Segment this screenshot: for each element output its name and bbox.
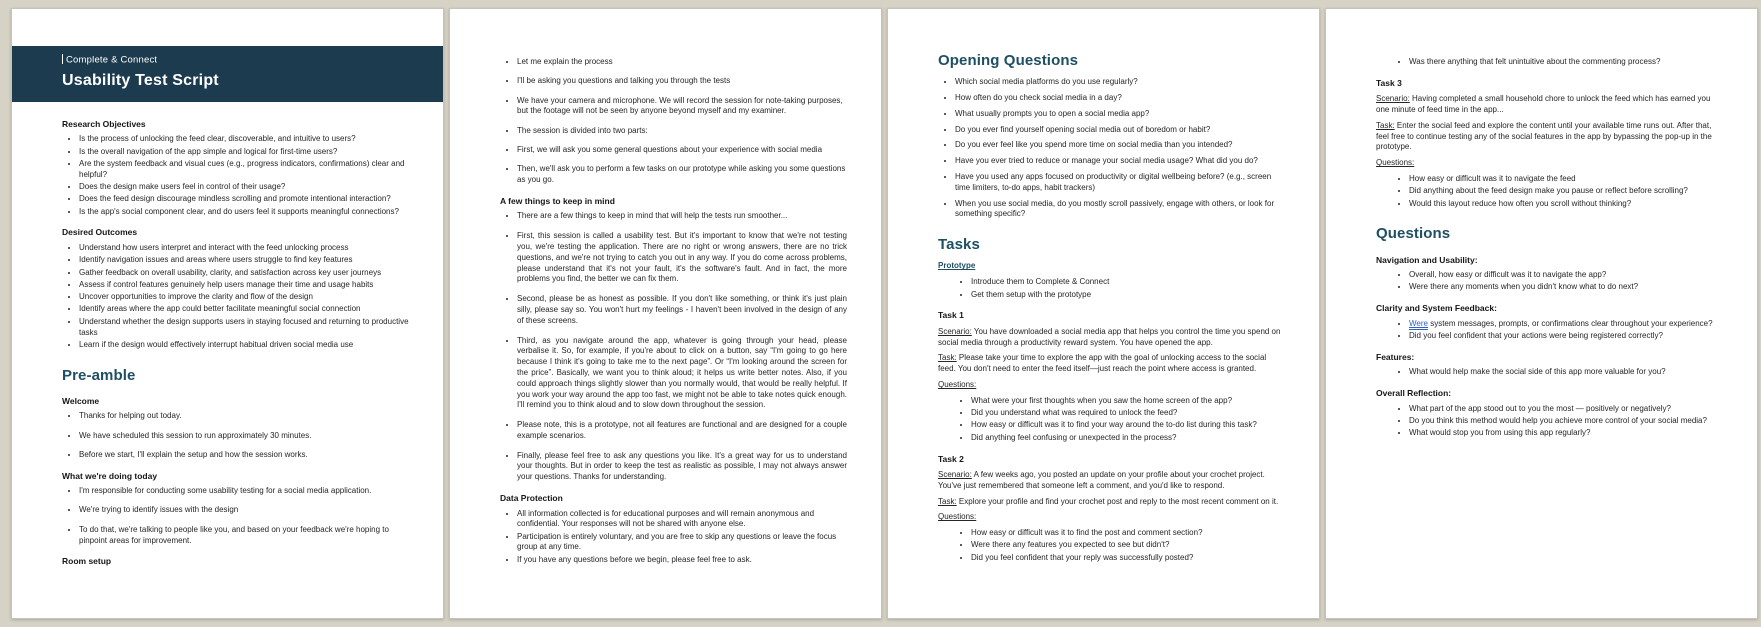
list-item: • Which social media platforms do you use regularly?	[955, 77, 1285, 88]
labeled-paragraph	[938, 380, 1285, 391]
sub-heading: Task 2	[938, 453, 964, 464]
document-title: Usability Test Script	[62, 72, 219, 90]
list-item: • Then, we'll ask you to perform a few tasks on our prototype while asking you some questions as you go.	[517, 164, 847, 186]
list-item: • Introduce them to Complete & Connect	[971, 277, 1285, 288]
list-item: • How often do you check social media in a day?	[955, 93, 1285, 104]
list-item: • Is the app's social component clear, and do users feel it supports meaningful connections?	[79, 207, 409, 218]
bullet-list	[500, 509, 847, 566]
list-item: • How easy or difficult was it to navigate the feed	[1409, 174, 1723, 185]
list-item: • We have scheduled this session to run approximately 30 minutes.	[79, 431, 409, 442]
list-item: • Were there any features you expected to see but didn't?	[971, 540, 1285, 551]
list-item: • Uncover opportunities to improve the clarity and flow of the design	[79, 292, 409, 303]
list-item: • Third, as you navigate around the app, whatever is going through your head, please verbalise it. So, for example, if you're about to click on a button, say “I'm going to go here because I think it's going to take me to the next page”. Or “I'm looking around the screen for the price”. Basically, we want you to think aloud; it helps us write better notes. Also, if you could approach things slightly slower than you normally would, that would be really helpful. If you work your way around the app too fast, we might not be able to take notes quick enough. I'll remind you to think aloud and to slow down throughout the session.	[517, 336, 847, 412]
paragraph-text: A few weeks ago, you posted an update on your profile about your crochet project. You've just remembered that someone left a comment, and you'd like to respond.	[938, 469, 1265, 490]
list-item: • What usually prompts you to open a social media app?	[955, 109, 1285, 120]
list-item: • Was there anything that felt unintuitive about the commenting process?	[1409, 57, 1723, 68]
paragraph-text: Explore your profile and find your crochet post and reply to the most recent comment on it.	[956, 496, 1279, 506]
bullet-list	[938, 277, 1285, 300]
list-item: • All information collected is for educational purposes and will remain anonymous and confidential. Your responses will not be shared with anyone else.	[517, 509, 847, 531]
list-item: • Let me explain the process	[517, 57, 847, 68]
paragraph-label: Scenario:	[938, 326, 972, 336]
list-item: • When you use social media, do you mostly scroll passively, engage with others, or look for something specific?	[955, 199, 1285, 221]
list-item: • Are the system feedback and visual cues (e.g., progress indicators, confirmations) clear and helpful?	[79, 159, 409, 181]
list-item: • The session is divided into two parts:	[517, 126, 847, 137]
sub-heading: Welcome	[62, 395, 100, 406]
list-item: • Would this layout reduce how often you scroll without thinking?	[1409, 199, 1723, 210]
labeled-paragraph	[1376, 121, 1723, 153]
list-item: • Thanks for helping out today.	[79, 411, 409, 422]
sub-heading: Data Protection	[500, 493, 563, 504]
list-item: • Have you used any apps focused on productivity or digital wellbeing before? (e.g., screen time limiters, to-do apps, habit trackers)	[955, 172, 1285, 194]
list-item: • Is the overall navigation of the app simple and logical for first-time users?	[79, 147, 409, 158]
labeled-paragraph	[938, 497, 1285, 508]
list-item: • Does the feed design discourage mindless scrolling and promote intentional interaction?	[79, 194, 409, 205]
list-item	[1409, 319, 1723, 330]
list-item: • Identify areas where the app could better facilitate meaningful social connection	[79, 304, 409, 315]
list-item: • Please note, this is a prototype, not all features are functional and are designed for a couple example scenarios.	[517, 420, 847, 442]
list-item: • Understand whether the design supports users in staying focused and returning to productive tasks	[79, 317, 409, 339]
list-item: • Did you feel confident that your actions were being registered correctly?	[1409, 331, 1723, 342]
sub-heading: Overall Reflection:	[1376, 388, 1452, 399]
labeled-paragraph	[1376, 158, 1723, 169]
list-item: • Have you ever tried to reduce or manage your social media usage? What did you do?	[955, 156, 1285, 167]
paragraph-text: Please take your time to explore the app with the goal of unlocking access to the social feed. You don't need to enter the feed itself—just reach the point where access is granted.	[938, 353, 1267, 374]
sub-heading: What we're doing today	[62, 470, 158, 481]
list-item: • To do that, we're talking to people like you, and based on your feedback we're hoping to pinpoint areas for improvement.	[79, 525, 409, 547]
list-item: • Finally, please feel free to ask any questions you like. It's a great way for us to understand your thoughts. But in order to keep the test as realistic as possible, I may not always answer your questions. Thanks for understanding.	[517, 451, 847, 483]
list-item: • Second, please be as honest as possible. If you don't like something, or think it's just plain silly, please say so. You won't hurt my feelings - I haven't been involved in the design of any of these screens.	[517, 294, 847, 326]
list-item: • Did you understand what was required to unlock the feed?	[971, 408, 1285, 419]
list-item: • Did anything feel confusing or unexpected in the process?	[971, 433, 1285, 444]
paragraph-label: Scenario:	[1376, 94, 1410, 104]
bullet-list	[62, 243, 409, 351]
document-subtitle-line	[62, 54, 409, 67]
document-page-2	[449, 8, 882, 619]
bullet-list	[938, 77, 1285, 220]
bullet-list	[1376, 174, 1723, 209]
document-page-3	[887, 8, 1320, 619]
list-item: • How easy or difficult was it to find your way around the to-do list during this task?	[971, 420, 1285, 431]
list-item: • What part of the app stood out to you the most — positively or negatively?	[1409, 404, 1723, 415]
paragraph-label: Scenario:	[938, 469, 972, 479]
document-subtitle: Complete & Connect	[66, 54, 158, 66]
text-cursor	[62, 54, 63, 64]
list-item: • Does the design make users feel in control of their usage?	[79, 182, 409, 193]
list-item: • We're trying to identify issues with the design	[79, 505, 409, 516]
bullet-list	[62, 411, 409, 460]
paragraph-label: Questions:	[938, 512, 977, 522]
list-item: • There are a few things to keep in mind that will help the tests run smoother...	[517, 211, 847, 222]
list-item: • Identify navigation issues and areas where users struggle to find key features	[79, 255, 409, 266]
list-item: • Participation is entirely voluntary, and you are free to skip any questions or leave the focus group at any time.	[517, 532, 847, 554]
bullet-list	[500, 211, 847, 483]
list-item: • If you have any questions before we begin, please feel free to ask.	[517, 555, 847, 566]
paragraph-label: Task:	[1376, 120, 1395, 130]
sub-heading: Room setup	[62, 556, 112, 567]
list-item: • Learn if the design would effectively interrupt habitual driven social media use	[79, 340, 409, 351]
section-heading: Pre-amble	[62, 366, 136, 384]
list-item: • Get them setup with the prototype	[971, 290, 1285, 301]
list-item: • Understand how users interpret and interact with the feed unlocking process	[79, 243, 409, 254]
paragraph-text: Having completed a small household chore to unlock the feed which has earned you one minute of feed time in the app...	[1376, 94, 1711, 115]
list-item: • Overall, how easy or difficult was it to navigate the app?	[1409, 270, 1723, 281]
list-item: • I'm responsible for conducting some usability testing for a social media application.	[79, 486, 409, 497]
sub-heading: Clarity and System Feedback:	[1376, 303, 1497, 314]
paragraph-label: Task:	[938, 496, 957, 506]
list-item: • What were your first thoughts when you saw the home screen of the app?	[971, 396, 1285, 407]
link-line	[938, 261, 1285, 272]
labeled-paragraph	[1376, 94, 1723, 116]
bullet-list	[938, 396, 1285, 444]
bullet-list	[1376, 404, 1723, 439]
grammar-marked-word: Were	[1409, 318, 1428, 328]
list-item: • How easy or difficult was it to find the post and comment section?	[971, 528, 1285, 539]
list-item: • Do you think this method would help you achieve more control of your social media?	[1409, 416, 1723, 427]
document-title-bar	[12, 46, 443, 102]
list-item: • Were there any moments when you didn't know what to do next?	[1409, 282, 1723, 293]
paragraph-text: You have downloaded a social media app that helps you control the time you spend on social media through a productivity reward system. You have opened the app.	[938, 326, 1281, 347]
section-heading: Opening Questions	[938, 52, 1079, 69]
section-heading: Tasks	[938, 236, 980, 254]
sub-heading: A few things to keep in mind	[500, 195, 615, 206]
list-item: • We have your camera and microphone. We will record the session for note-taking purposes, but the footage will not be seen by anyone beyond myself and my examiner.	[517, 96, 847, 118]
paragraph-label: Task:	[938, 353, 957, 363]
paragraph-text: Enter the social feed and explore the content until your available time runs out. After that, feel free to continue testing any of the social features in the app by bypassing the pop-up in the prototype.	[1376, 120, 1712, 152]
bullet-list	[1376, 367, 1723, 378]
list-item: • First, this session is called a usability test. But it's important to know that we're not testing you, we're testing the application. There are no right or wrong answers, there are no trick questions, and we're not trying to catch you out in any way. If you do come across problems, please understand that it's not your fault, it's the software's fault. And in fact, the more problems you find, the better we can fix them.	[517, 231, 847, 285]
bullet-list	[1376, 57, 1723, 68]
bullet-list	[500, 57, 847, 186]
sub-heading: Navigation and Usability:	[1376, 254, 1478, 265]
sub-heading: Research Objectives	[62, 118, 146, 129]
sub-heading: Desired Outcomes	[62, 227, 138, 238]
document-page-1	[11, 8, 444, 619]
list-item: • Before we start, I'll explain the setup and how the session works.	[79, 450, 409, 461]
labeled-paragraph	[938, 470, 1285, 492]
paragraph-label: Questions:	[1376, 158, 1415, 168]
bullet-list	[1376, 319, 1723, 342]
list-item: • Assess if control features genuinely help users manage their time and usage habits	[79, 280, 409, 291]
document-page-4	[1325, 8, 1758, 619]
bullet-list	[62, 134, 409, 217]
sub-heading: Features:	[1376, 351, 1415, 362]
list-item: • Did you feel confident that your reply was successfully posted?	[971, 553, 1285, 564]
list-item: • Do you ever feel like you spend more time on social media than you intended?	[955, 140, 1285, 151]
labeled-paragraph	[938, 327, 1285, 349]
labeled-paragraph	[938, 353, 1285, 375]
list-item: • First, we will ask you some general questions about your experience with social media	[517, 145, 847, 156]
list-item: • What would help make the social side of this app more valuable for you?	[1409, 367, 1723, 378]
labeled-paragraph	[938, 512, 1285, 523]
sub-heading: Task 1	[938, 310, 964, 321]
sub-heading: Task 3	[1376, 77, 1402, 88]
list-item: • Gather feedback on overall usability, clarity, and satisfaction across key user journeys	[79, 268, 409, 279]
bullet-list	[62, 486, 409, 546]
bullet-list	[1376, 270, 1723, 293]
bullet-list	[938, 528, 1285, 563]
list-item: • What would stop you from using this app regularly?	[1409, 428, 1723, 439]
list-item: • Is the process of unlocking the feed clear, discoverable, and intuitive to users?	[79, 134, 409, 145]
list-item: • Do you ever find yourself opening social media out of boredom or habit?	[955, 125, 1285, 136]
paragraph-label: Questions:	[938, 380, 977, 390]
list-item: • Did anything about the feed design make you pause or reflect before scrolling?	[1409, 186, 1723, 197]
list-item-text: system messages, prompts, or confirmations clear throughout your experience?	[1427, 318, 1713, 328]
section-heading: Questions	[1376, 225, 1451, 243]
list-item: • I'll be asking you questions and talking you through the tests	[517, 76, 847, 87]
prototype-link[interactable]: Prototype	[938, 261, 976, 271]
